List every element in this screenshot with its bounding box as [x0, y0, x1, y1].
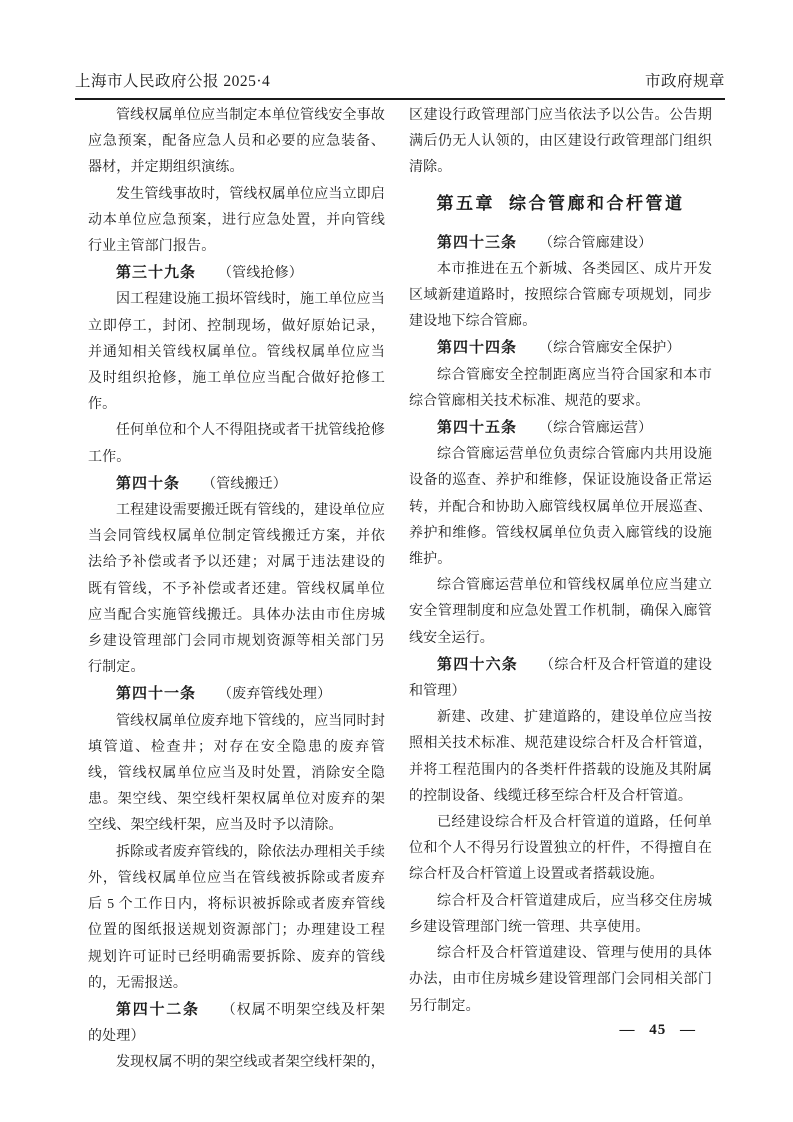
article-heading [88, 471, 385, 498]
article-heading [88, 997, 385, 1050]
article-number: 第三十九条 [116, 265, 197, 282]
article-number: 第四十五条 [437, 420, 518, 437]
body-paragraph: 综合杆及合杆管道建成后，应当移交住房城乡建设管理部门统一管理、共享使用。 [409, 893, 712, 935]
article-title: （综合管廊安全保护） [539, 341, 681, 357]
body-paragraph: 区建设行政管理部门应当依法予以公告。公告期满后仍无人认领的，由区建设行政管理部门组织清除。 [409, 108, 712, 176]
article-title: （废弃管线处理） [218, 687, 332, 703]
article-heading [409, 335, 712, 362]
chapter-heading [409, 191, 712, 217]
article-heading [409, 230, 712, 257]
article-title: （管线抢修） [218, 266, 303, 282]
header-gazette-title: 上海市人民政府公报 2025·4 [75, 73, 271, 90]
chapter-title: 综合管廊和合杆管道 [509, 193, 685, 213]
right-column [409, 103, 712, 1077]
body-columns [88, 103, 712, 1077]
article-number: 第四十三条 [437, 234, 518, 251]
article-title: （综合管廊建设） [539, 235, 653, 251]
left-column [88, 103, 385, 1077]
article-number: 第四十二条 [116, 1001, 200, 1018]
body-paragraph: 管线权属单位废弃地下管线的，应当同时封填管道、检查井；对存在安全隐患的废弃管线，管线权属单位应当及时处置，消除安全隐患。架空线、架空线杆架权属单位对废弃的架空线、架空线杆架，应当及时予以清除。 [88, 713, 385, 834]
body-paragraph: 已经建设综合杆及合杆管道的道路，任何单位和个人不得另行设置独立的杆件，不得擅自在综合杆及合杆管道上设置或者搭载设施。 [409, 815, 712, 883]
body-paragraph: 综合管廊运营单位和管线权属单位应当建立安全管理制度和应急处置工作机制，确保入廊管线安全运行。 [409, 578, 712, 646]
body-paragraph: 任何单位和个人不得阻挠或者干扰管线抢修工作。 [88, 423, 385, 465]
body-paragraph: 发生管线事故时，管线权属单位应当立即启动本单位应急预案，进行应急处置，并向管线行业主管部门报告。 [88, 186, 385, 255]
article-title: （权属不明架空线及杆架的处理） [88, 1002, 385, 1045]
article-heading [409, 415, 712, 442]
body-paragraph: 综合杆及合杆管道建设、管理与使用的具体办法，由市住房城乡建设管理部门会同相关部门另行制定。 [409, 946, 712, 1014]
article-title: （综合杆及合杆管道的建设和管理） [409, 657, 712, 700]
article-number: 第四十一条 [116, 686, 197, 703]
body-paragraph: 发现权属不明的架空线或者架空线杆架的， [116, 1055, 385, 1071]
body-paragraph: 拆除或者废弃管线的，除依法办理相关手续外，管线权属单位应当在管线被拆除或者废弃后 5 个工作日内，将标识被拆除或者废弃管线位置的图纸报送规划资源部门；办理建设工程规划许可证时已经明确需要拆除、废弃的管线的，无需报送。 [88, 844, 385, 991]
article-heading [88, 681, 385, 708]
body-paragraph: 本市推进在五个新城、各类园区、成片开发区域新建道路时，按照综合管廊专项规划，同步建设地下综合管廊。 [409, 261, 712, 330]
header-section-label: 市政府规章 [644, 73, 725, 90]
chapter-number: 第五章 [436, 193, 495, 213]
body-paragraph: 综合管廊运营单位负责综合管廊内共用设施设备的巡查、养护和维修，保证设施设备正常运转，并配合和协助入廊管线权属单位开展巡查、养护和维修。管线权属单位负责入廊管线的设施维护。 [409, 447, 712, 568]
body-paragraph: 新建、改建、扩建道路的，建设单位应当按照相关技术标准、规范建设综合杆及合杆管道，并将工程范围内的各类杆件搭载的设施及其附属的控制设备、线缆迁移至综合杆及合杆管道。 [409, 710, 712, 804]
body-paragraph: 综合管廊安全控制距离应当符合国家和本市综合管廊相关技术标准、规范的要求。 [409, 367, 712, 409]
article-title: （管线搬迁） [202, 476, 287, 492]
page-header [75, 60, 725, 100]
article-heading [409, 652, 712, 705]
article-number: 第四十六条 [437, 656, 518, 673]
page-number: — 45 — [619, 1022, 696, 1038]
article-number: 第四十条 [116, 475, 181, 492]
body-paragraph: 因工程建设施工损坏管线时，施工单位应当立即停工，封闭、控制现场，做好原始记录，并通知相关管线权属单位。管线权属单位应当及时组织抢修，施工单位应当配合做好抢修工作。 [88, 292, 385, 413]
article-heading [88, 260, 385, 287]
body-paragraph: 工程建设需要搬迁既有管线的，建设单位应当会同管线权属单位制定管线搬迁方案，并依法给予补偿或者予以还建；对属于违法建设的既有管线，不予补偿或者还建。管线权属单位应当配合实施管线搬迁。具体办法由市住房城乡建设管理部门会同市规划资源等相关部门另行制定。 [88, 503, 385, 676]
article-number: 第四十四条 [437, 340, 518, 357]
article-title: （综合管廊运营） [539, 421, 653, 437]
body-paragraph: 管线权属单位应当制定本单位管线安全事故应急预案，配备应急人员和必要的应急装备、器材，并定期组织演练。 [88, 108, 385, 176]
